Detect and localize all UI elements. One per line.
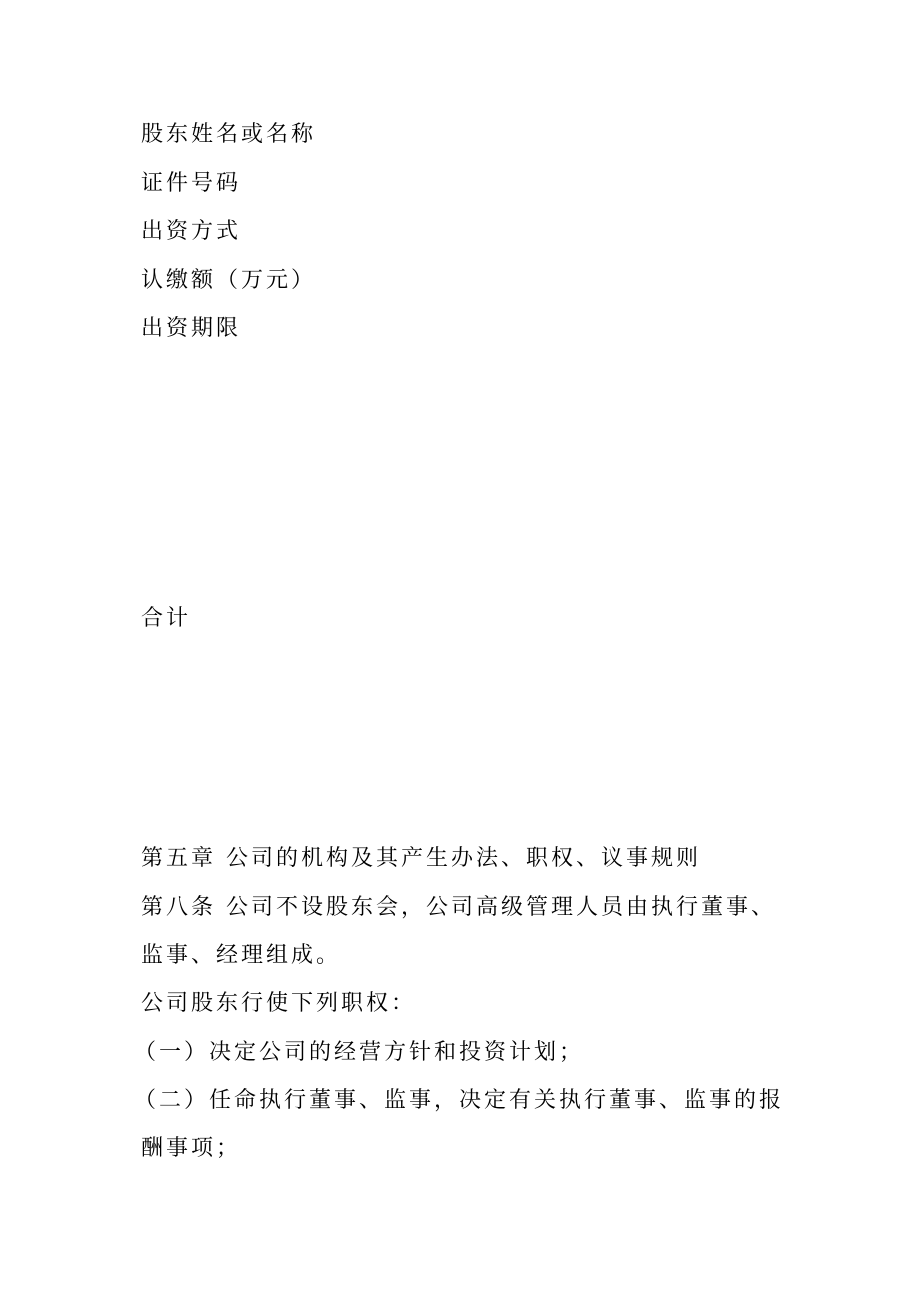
field-contribution-method: 出资方式 — [141, 219, 242, 244]
powers-item-1: （一）决定公司的经营方针和投资计划； — [134, 1040, 585, 1065]
powers-item-2-line-2: 酬事项； — [141, 1136, 242, 1161]
chapter-title: 第五章 公司的机构及其产生办法、职权、议事规则 — [141, 846, 701, 871]
powers-intro: 公司股东行使下列职权： — [141, 991, 417, 1016]
article-8-line-1: 第八条 公司不设股东会，公司高级管理人员由执行董事、 — [141, 895, 776, 920]
powers-item-2-line-1: （二）任命执行董事、监事，决定有关执行董事、监事的报 — [134, 1088, 785, 1113]
field-total: 合计 — [141, 606, 192, 631]
field-id-number: 证件号码 — [141, 171, 242, 196]
article-8-line-2: 监事、经理组成。 — [141, 943, 342, 968]
field-contribution-term: 出资期限 — [141, 316, 242, 341]
field-subscribed-amount: 认缴额（万元） — [141, 268, 317, 293]
field-shareholder-name: 股东姓名或名称 — [141, 122, 317, 147]
